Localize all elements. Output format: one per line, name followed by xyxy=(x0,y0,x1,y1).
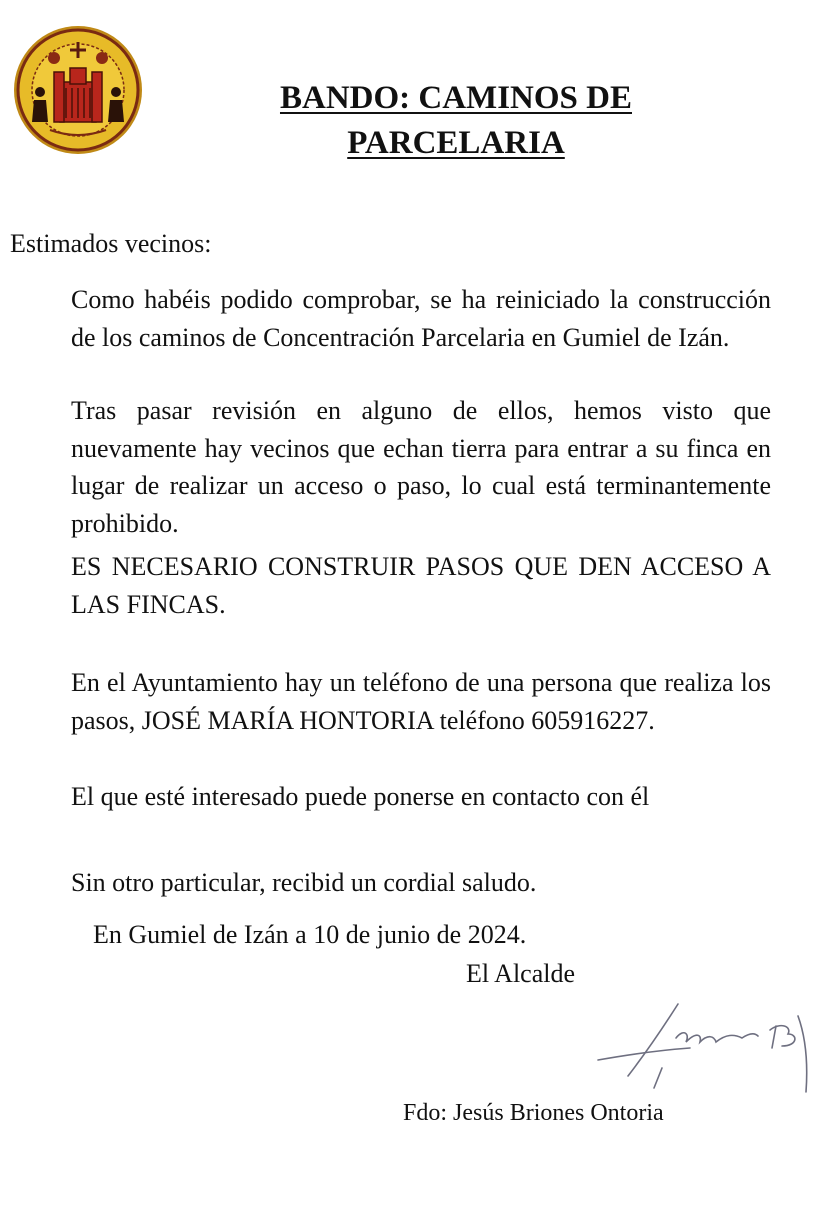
closing-line: Sin otro particular, recibid un cordial saludo. xyxy=(71,868,537,897)
signer-role: El Alcalde xyxy=(466,959,576,988)
paragraph: El que esté interesado puede ponerse en contacto con él xyxy=(71,782,650,811)
paragraph: Tras pasar revisión en alguno de ellos, hemos visto que nuevamente hay vecinos que echan tierra para entrar a su finca en lugar de realizar un acceso o paso, lo cual está terminantemente prohibido. xyxy=(71,396,771,538)
paragraph: En el Ayuntamiento hay un teléfono de una persona que realiza los pasos, JOSÉ MARÍA HONTORIA teléfono 605916227. xyxy=(71,668,771,735)
handwritten-signature xyxy=(592,998,814,1094)
greeting: Estimados vecinos: xyxy=(10,229,212,258)
municipal-seal-icon xyxy=(10,22,146,158)
paragraph-emphasis: ES NECESARIO CONSTRUIR PASOS QUE DEN ACCESO A LAS FINCAS. xyxy=(71,552,771,619)
date-line: En Gumiel de Izán a 10 de junio de 2024. xyxy=(93,920,527,949)
paragraph: Como habéis podido comprobar, se ha reiniciado la construcción de los caminos de Concentración Parcelaria en Gumiel de Izán. xyxy=(71,285,771,352)
title-text: BANDO: CAMINOS DE PARCELARIA xyxy=(279,80,632,161)
signed-by: Fdo: Jesús Briones Ontoria xyxy=(403,1100,664,1126)
page-title xyxy=(236,76,676,166)
